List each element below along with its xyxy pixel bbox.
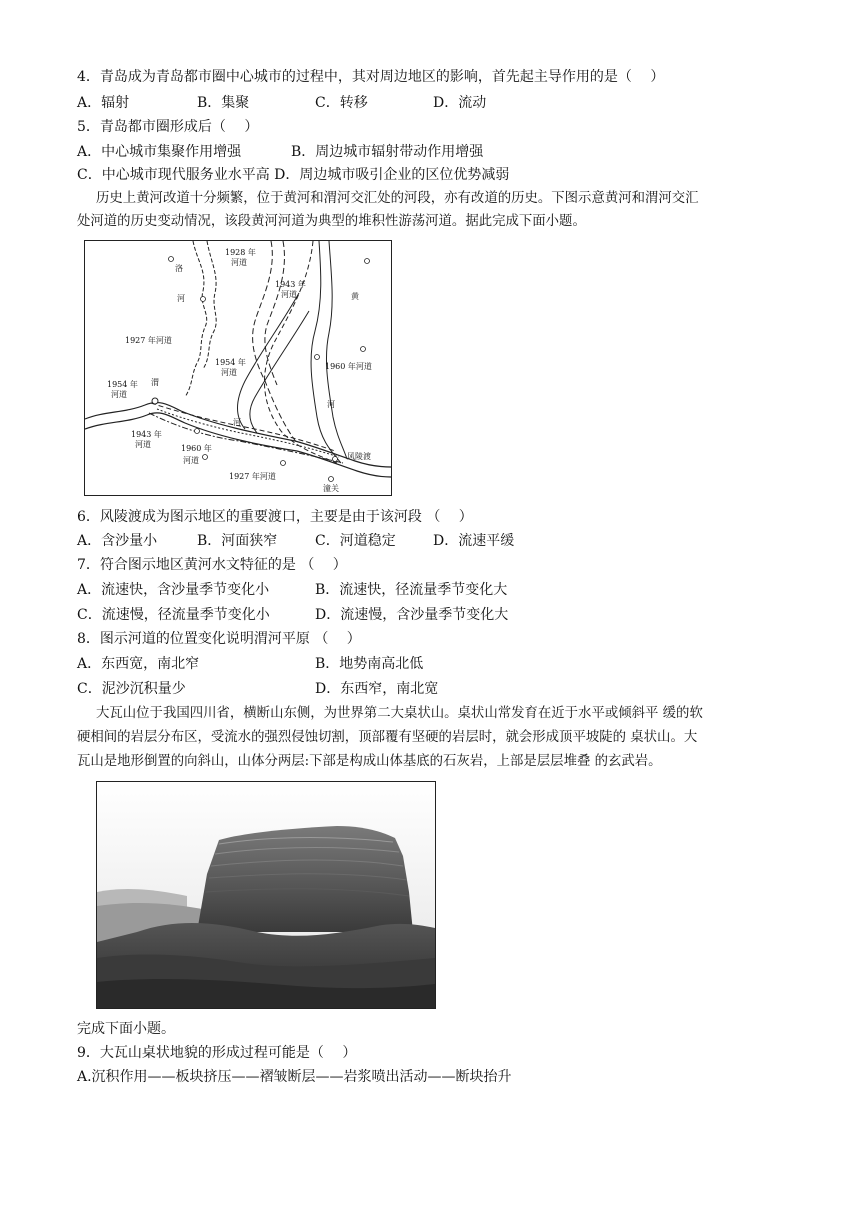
river-course-map-svg [85,241,391,495]
map-label-1943a: 1943 年 [275,280,306,289]
passage2-line1: 大瓦山位于我国四川省，横断山东侧，为世界第二大桌状山。桌状山常发育在近于水平或倾斜平 缓的软 [96,706,703,721]
map-label-tongguan: 潼关 [323,484,339,493]
mesa-photo-svg [97,782,435,1008]
map-label-1954a: 1954 年 [215,358,246,367]
q5-options-cd[interactable]: C．中心城市现代服务业水平高 D．周边城市吸引企业的区位优势减弱 [77,167,510,183]
q8-option-d[interactable]: D．东西窄，南北宽 [315,681,439,697]
luo-river-line [185,241,207,397]
q7-option-a[interactable]: A．流速快，含沙量季节变化小 [77,582,270,598]
town-marker [201,297,206,302]
town-marker [195,429,200,434]
tongguan-marker [329,477,334,482]
map-label-he-mid: 河 [233,418,241,427]
map-label-1960r: 1960 年河道 [325,362,372,371]
yellow-river-1960-line-2 [326,241,347,459]
map-label-wei: 渭 [151,378,159,387]
after-photo-text: 完成下面小题。 [77,1021,175,1037]
q4-option-b[interactable]: B．集聚 [197,95,250,111]
map-label-fenglingdu: 风陵渡 [347,452,371,461]
q7-stem: 7．符合图示地区黄河水文特征的是 （ ） [77,557,347,573]
q7-option-c[interactable]: C．流速慢，径流量季节变化小 [77,607,270,623]
q7-option-b[interactable]: B．流速快，径流量季节变化大 [315,582,508,598]
map-label-1954lb: 河道 [111,390,127,399]
town-marker [152,398,158,404]
q8-option-c[interactable]: C．泥沙沉积量少 [77,681,186,697]
q6-option-a[interactable]: A．含沙量小 [77,533,158,549]
town-marker [203,455,208,460]
mesa-photo [96,781,436,1009]
map-label-1927: 1927 年河道 [125,336,172,345]
q8-option-b[interactable]: B．地势南高北低 [315,656,424,672]
town-marker [169,257,174,262]
map-label-1960lb: 河道 [183,456,199,465]
map-label-luo-he: 河 [177,294,185,303]
q5-option-b[interactable]: B．周边城市辐射带动作用增强 [291,144,484,160]
map-label-1943la: 1943 年 [131,430,162,439]
q4-option-a[interactable]: A．辐射 [77,95,130,111]
fenglingdu-marker [333,457,338,462]
town-marker [365,259,370,264]
town-marker [315,355,320,360]
q4-option-c[interactable]: C．转移 [315,95,368,111]
q7-option-d[interactable]: D．流速慢，含沙量季节变化大 [315,607,509,623]
town-marker [361,347,366,352]
q6-option-d[interactable]: D．流速平缓 [433,533,515,549]
q5-option-a[interactable]: A．中心城市集聚作用增强 [77,144,242,160]
q9-option-a[interactable]: A.沉积作用——板块挤压——褶皱断层——岩浆喷出活动——断块抬升 [77,1069,512,1085]
q4-stem: 4．青岛成为青岛都市圈中心城市的过程中，其对周边地区的影响，首先起主导作用的是（ ） [77,69,665,85]
q6-stem: 6．风陵渡成为图示地区的重要渡口，主要是由于该河段 （ ） [77,509,473,525]
q8-stem: 8．图示河道的位置变化说明渭河平原 （ ） [77,631,361,647]
q5-stem: 5．青岛都市圈形成后（ ） [77,119,259,135]
map-label-1954b: 河道 [221,368,237,377]
yellow-river-1928-line-2 [265,241,285,385]
passage2-line2: 硬相间的岩层分布区，受流水的强烈侵蚀切割，顶部覆有坚硬的岩层时，就会形成顶平坡陡的 桌状山。大 [77,730,698,745]
map-label-1954la: 1954 年 [107,380,138,389]
q9-stem: 9．大瓦山桌状地貌的形成过程可能是（ ） [77,1045,357,1061]
map-label-huang: 黄 [351,292,359,301]
town-marker [281,461,286,466]
map-label-1943lb: 河道 [135,440,151,449]
luo-river-line-2 [203,241,216,369]
q6-option-c[interactable]: C．河道稳定 [315,533,396,549]
q4-option-d[interactable]: D．流动 [433,95,487,111]
map-label-luo: 洛 [175,264,183,273]
map-label-1960la: 1960 年 [181,444,212,453]
map-label-1928a: 1928 年 [225,248,256,257]
q6-option-b[interactable]: B．河面狭窄 [197,533,278,549]
passage1-line2: 处河道的历史变动情况，该段黄河河道为典型的堆积性游荡河道。据此完成下面小题。 [77,214,586,229]
map-label-1928b: 河道 [231,258,247,267]
map-label-1943b: 河道 [281,290,297,299]
q8-option-a[interactable]: A．东西宽，南北窄 [77,656,200,672]
yellow-river-1943-line [264,241,337,463]
passage2-line3: 瓦山是地形倒置的向斜山，山体分两层:下部是构成山体基底的石灰岩，上部是层层堆叠 的玄武岩。 [77,754,662,769]
map-label-1927b: 1927 年河道 [229,472,276,481]
river-course-map [84,240,392,496]
passage1-line1: 历史上黄河改道十分频繁，位于黄河和渭河交汇处的河段，亦有改道的历史。下图示意黄河和渭河交汇 [96,191,699,206]
map-label-he-right: 河 [327,400,335,409]
